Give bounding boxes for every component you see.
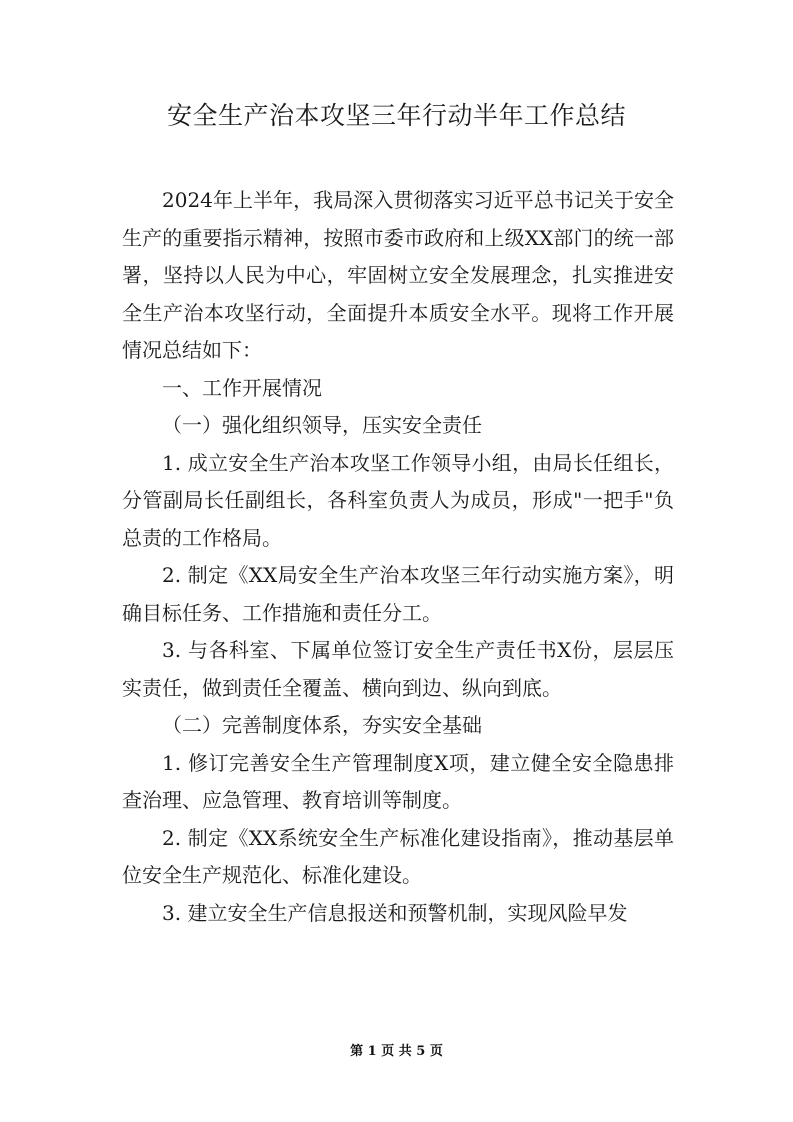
page-number: 第 1 页 共 5 页 — [350, 1044, 443, 1059]
section-heading: 一、工作开展情况 — [162, 375, 322, 400]
subsection-heading: （一）强化组织领导，压实安全责任 — [162, 413, 482, 437]
list-item: 1. 成立安全生产治本攻坚工作领导小组，由局长任组长，分管副局长任副组长，各科室负责人为成员，形成"一把手"负总责的工作格局。 — [122, 450, 674, 550]
subsection-heading: （二）完善制度体系，夯实安全基础 — [162, 713, 482, 737]
document-body — [122, 182, 674, 932]
intro-paragraph: 2024年上半年，我局深入贯彻落实习近平总书记关于安全生产的重要指示精神，按照市委市政府和上级XX部门的统一部署，坚持以人民为中心，牢固树立安全发展理念，扎实推进安全生产治本攻坚行动，全面提升本质安全水平。现将工作开展情况总结如下： — [122, 188, 674, 362]
list-item: 3. 与各科室、下属单位签订安全生产责任书X份，层层压实责任，做到责任全覆盖、横向到边、纵向到底。 — [122, 638, 674, 700]
list-item: 1. 修订完善安全生产管理制度X项，建立健全安全隐患排查治理、应急管理、教育培训等制度。 — [122, 750, 674, 812]
document-title: 安全生产治本攻坚三年行动半年工作总结 — [166, 101, 626, 130]
list-item: 2. 制定《XX局安全生产治本攻坚三年行动实施方案》，明确目标任务、工作措施和责任分工。 — [122, 563, 674, 625]
list-item: 2. 制定《XX系统安全生产标准化建设指南》，推动基层单位安全生产规范化、标准化建设。 — [122, 825, 674, 887]
list-item: 3. 建立安全生产信息报送和预警机制，实现风险早发 — [162, 900, 628, 925]
